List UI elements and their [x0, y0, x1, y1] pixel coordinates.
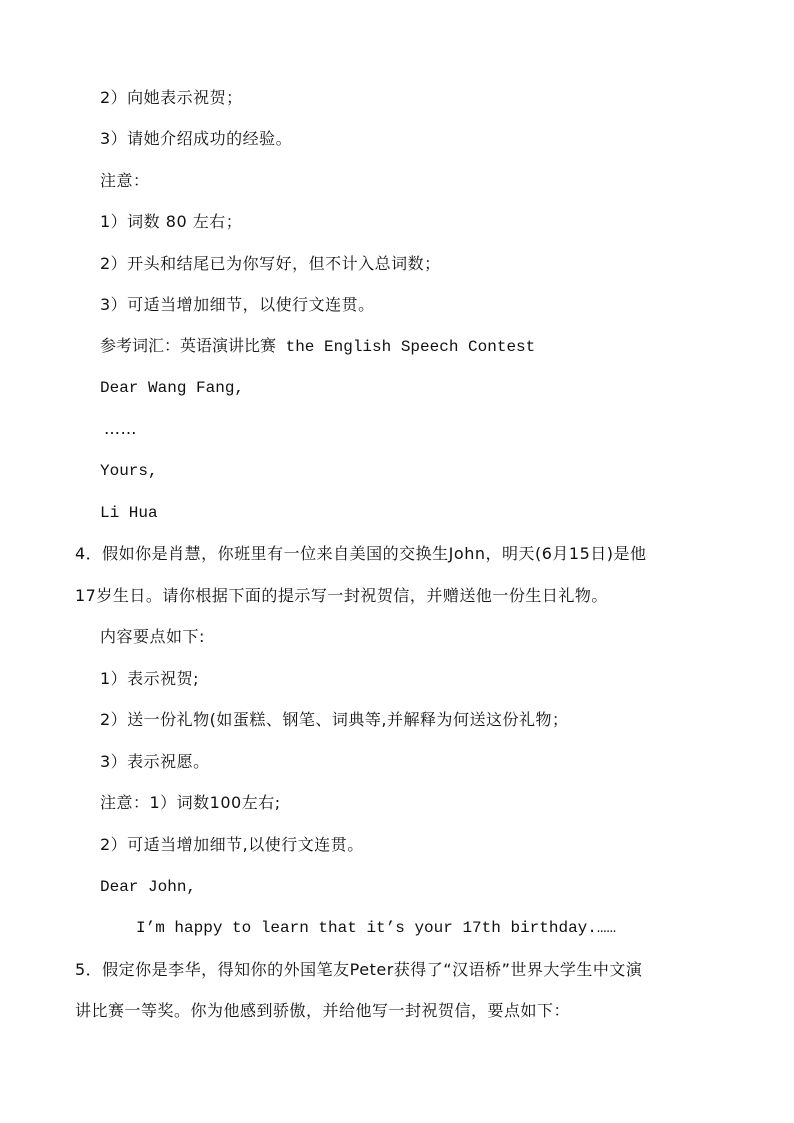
text-line-opening-ending: 2）开头和结尾已为你写好，但不计入总词数； — [100, 254, 441, 273]
text-line-word-count: 1）词数 80 左右； — [100, 212, 243, 231]
text-line-notice-heading: 注意： — [100, 171, 150, 190]
text-line-notice-word-count: 注意：1）词数100左右; — [100, 793, 281, 812]
text-line-ask-experience: 3）请她介绍成功的经验。 — [100, 129, 293, 148]
text-line-question-4-part1: 4．假如你是肖慧，你班里有一位来自美国的交换生John，明天(6月15日)是他 — [75, 544, 647, 563]
text-line-signature-li-hua: Li Hua — [100, 504, 158, 522]
text-line-question-5-part1: 5．假定你是李华，得知你的外国笔友Peter获得了“汉语桥”世界大学生中文演 — [75, 960, 643, 979]
text-line-send-gift: 2）送一份礼物(如蛋糕、钢笔、词典等,并解释为何送这份礼物； — [100, 710, 569, 729]
text-line-reference-vocab: 参考词汇：英语演讲比赛 the English Speech Contest — [100, 338, 536, 356]
text-line-ellipsis: …… — [104, 419, 137, 438]
text-line-content-points: 内容要点如下: — [100, 627, 205, 646]
text-line-express-wishes: 3）表示祝愿。 — [100, 752, 210, 771]
text-line-closing-yours: Yours, — [100, 462, 158, 480]
text-line-express-congrats: 1）表示祝贺; — [100, 669, 200, 688]
text-line-congratulate-her: 2）向她表示祝贺； — [100, 88, 243, 107]
text-line-notice-details: 2）可适当增加细节,以使行文连贯。 — [100, 835, 364, 854]
text-line-salutation-john: Dear John, — [100, 878, 197, 896]
text-line-salutation-wang-fang: Dear Wang Fang, — [100, 379, 245, 397]
text-line-letter-opening: I’m happy to learn that it’s your 17th birthday.…… — [136, 919, 617, 937]
text-line-question-5-part2: 讲比赛一等奖。你为他感到骄傲，并给他写一封祝贺信，要点如下： — [75, 1001, 571, 1020]
text-line-question-4-part2: 17岁生日。请你根据下面的提示写一封祝贺信，并赠送他一份生日礼物。 — [75, 586, 608, 605]
text-line-add-details: 3）可适当增加细节，以使行文连贯。 — [100, 295, 375, 314]
